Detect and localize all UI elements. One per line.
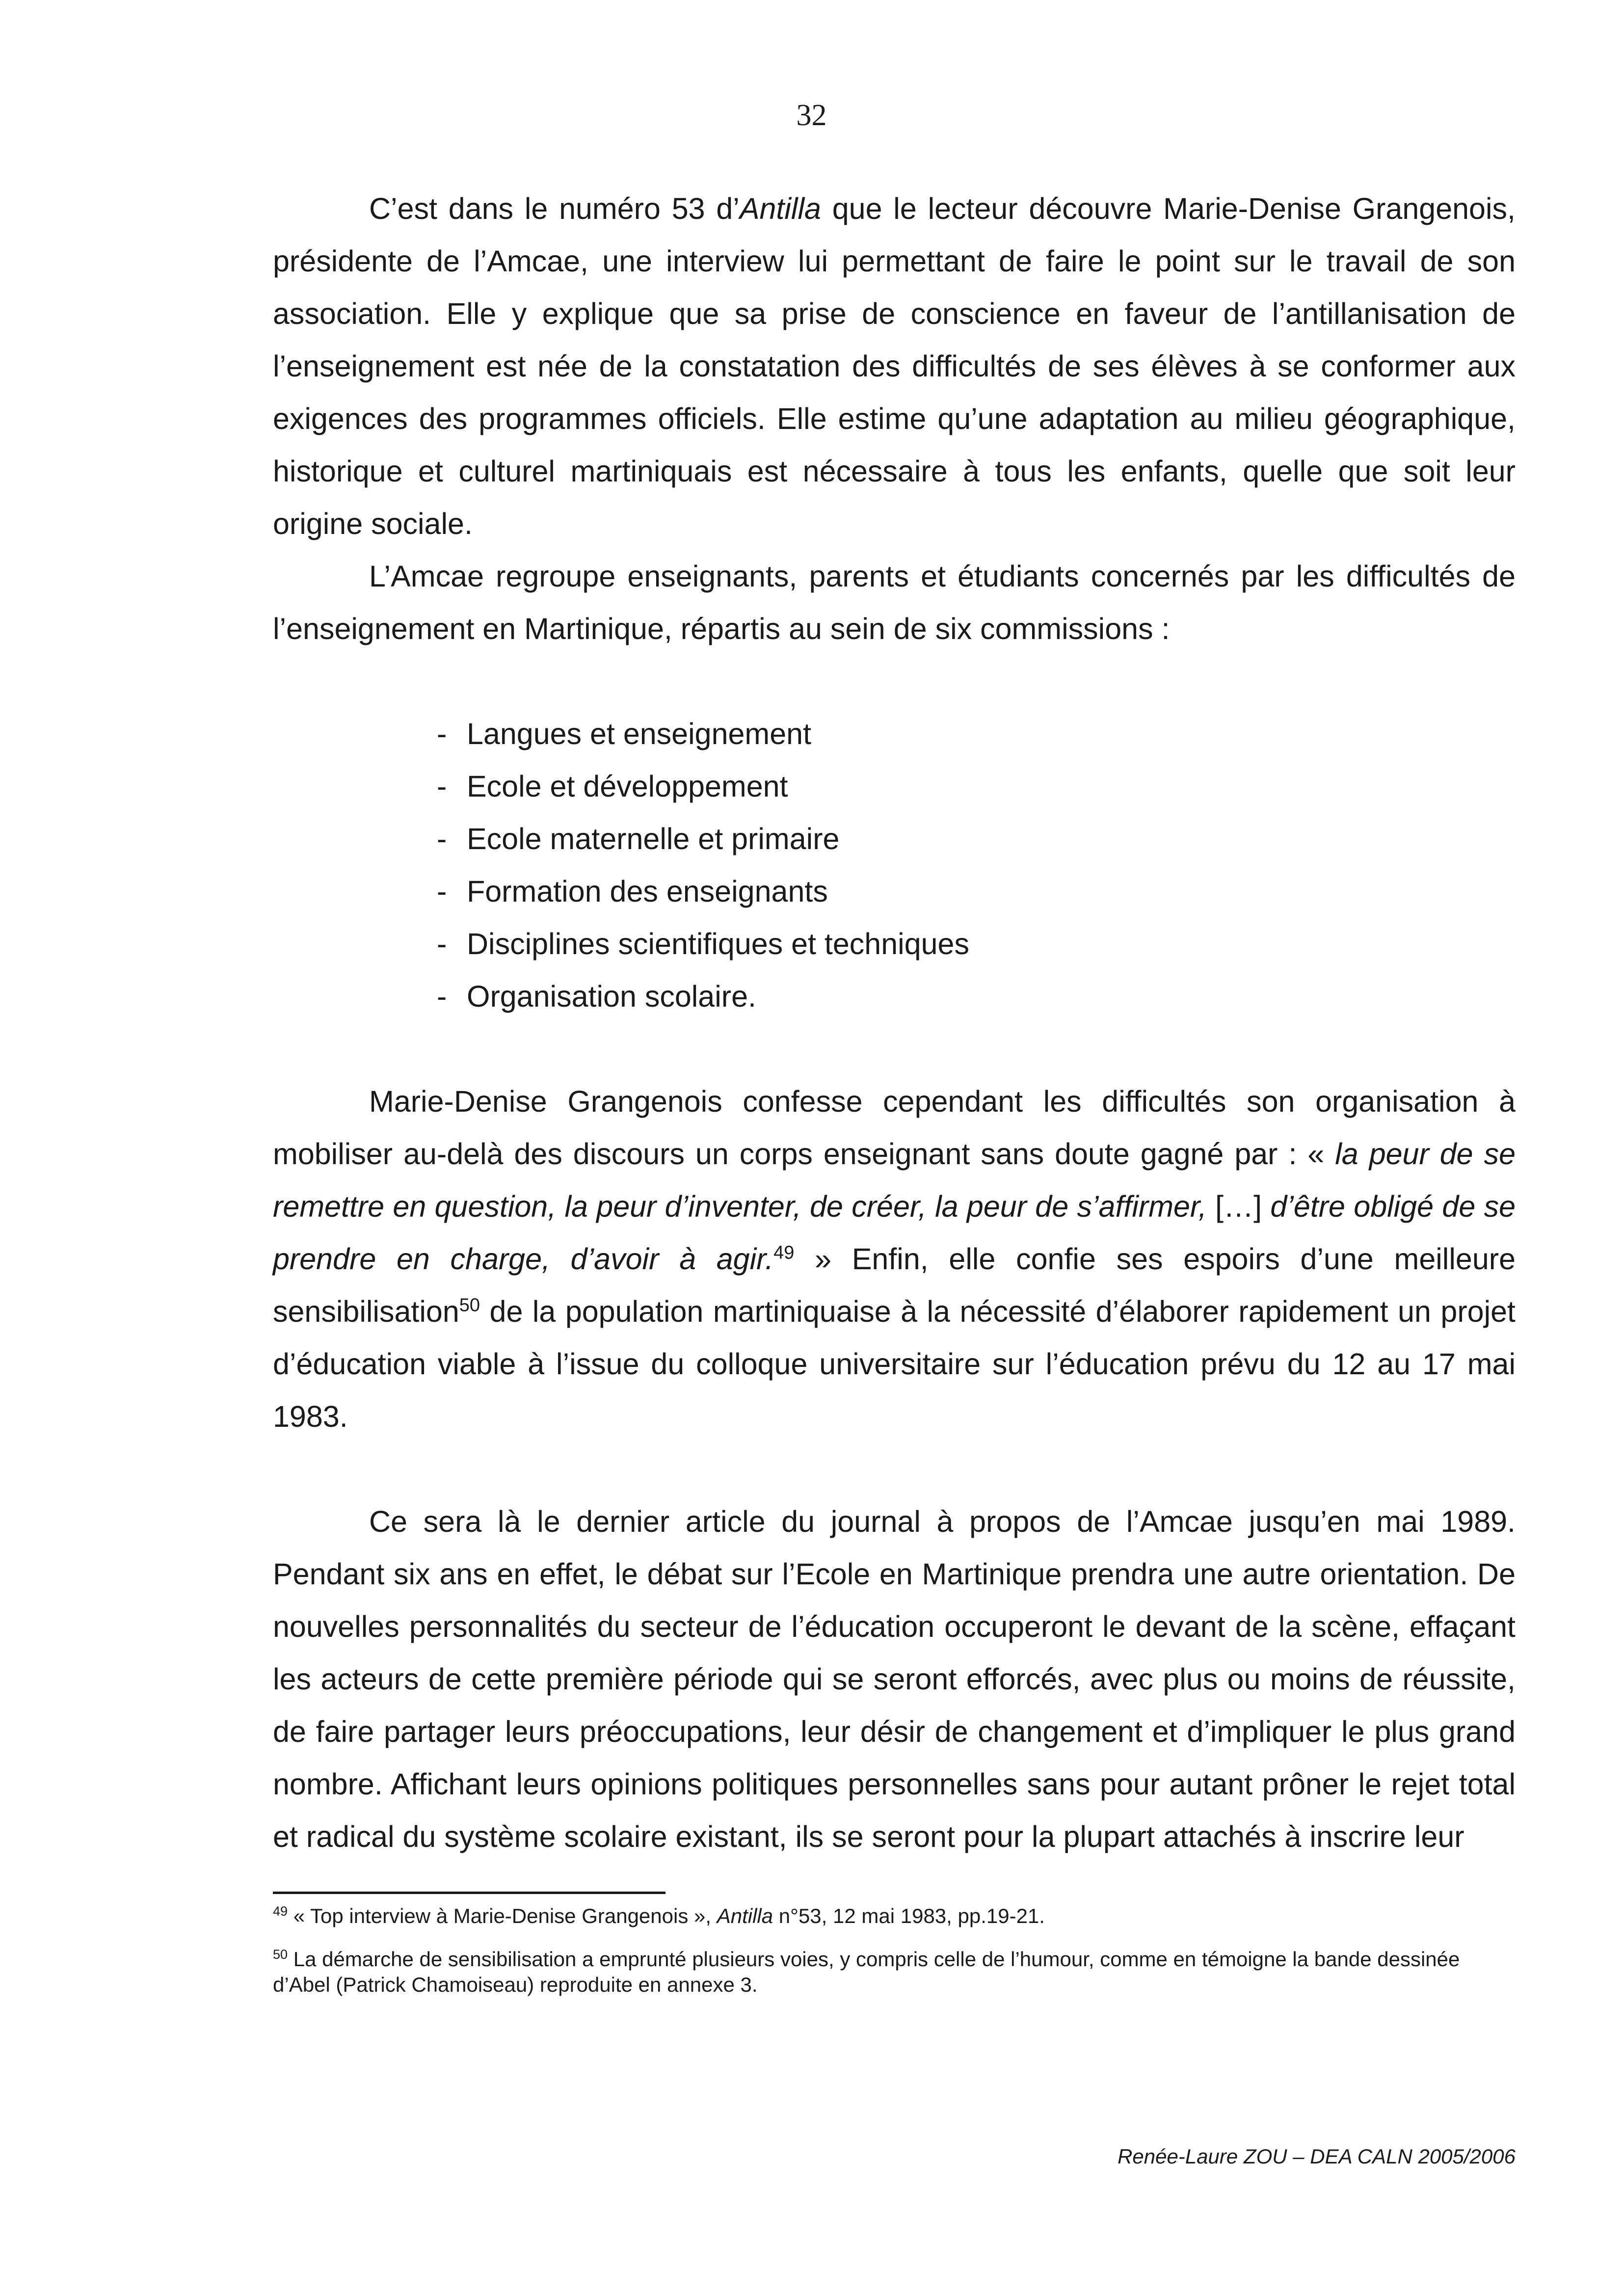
paragraph-1-text-c: que le lecteur découvre Marie-Denise Grangenois, présidente de l’Amcae, une interview lui permettant de faire le point sur le travail de son association. Elle y explique que sa prise de conscience en faveur de l’antillanisation de l’enseignement est née de la constatation des difficultés de ses élèves à se conformer aux exigences des programmes officiels. Elle estime qu’une adaptation au milieu géographique, historique et culturel martiniquais est nécessaire à tous les enfants, quelle que soit leur origine sociale. <box>273 192 1516 540</box>
list-dash: - <box>437 875 447 908</box>
antilla-title: Antilla <box>739 192 821 225</box>
quote-part-2: d’être obligé de se prendre en charge, d’avoir à agir. <box>273 1190 1516 1276</box>
paragraph-3-text-f: de la population martiniquaise à la nécessité d’élaborer rapidement un projet d’éducation viable à l’issue du colloque universitaire sur l’éducation prévu du 12 au 17 mai 1983. <box>273 1295 1516 1433</box>
footnote-49 <box>273 1903 1516 1929</box>
list-item-label: Langues et enseignement <box>467 717 812 750</box>
list-item <box>273 708 1516 760</box>
page-footer: Renée-Laure ZOU – DEA CALN 2005/2006 <box>1117 2145 1516 2168</box>
paragraph-4: Ce sera là le dernier article du journal à propos de l’Amcae jusqu’en mai 1989. Pendant six ans en effet, le débat sur l’Ecole en Martinique prendra une autre orientation. De nouvelles personnalités du secteur de l’éducation occuperont le devant de la scène, effaçant les acteurs de cette première période qui se seront efforcés, avec plus ou moins de réussite, de faire partager leurs préoccupations, leur désir de changement et d’impliquer le plus grand nombre. Affichant leurs opinions politiques personnelles sans pour autant prôner le rejet total et radical du système scolaire existant, ils se seront pour la plupart attachés à inscrire leur <box>273 1505 1516 1853</box>
commissions-list <box>273 708 1516 1023</box>
spacer <box>273 1443 1516 1495</box>
spacer <box>273 1023 1516 1075</box>
list-item-label: Organisation scolaire. <box>467 980 756 1013</box>
list-item <box>273 918 1516 970</box>
footnote-49-journal: Antilla <box>717 1904 773 1927</box>
list-item <box>273 760 1516 813</box>
footnote-number: 50 <box>273 1947 288 1962</box>
page-number: 32 <box>796 99 827 132</box>
list-dash: - <box>437 770 447 803</box>
footnote-49-text-c: n°53, 12 mai 1983, pp.19-21. <box>773 1904 1045 1927</box>
paragraph-2: L’Amcae regroupe enseignants, parents et étudiants concernés par les difficultés de l’enseignement en Martinique, répartis au sein de six commissions : <box>273 560 1516 645</box>
list-item <box>273 970 1516 1023</box>
footnote-ref-50[interactable]: 50 <box>459 1295 480 1316</box>
quote-part-1: la peur de se remettre en question, la peur d’inventer, de créer, la peur de s’affirmer, <box>273 1137 1516 1223</box>
footnote-number: 49 <box>273 1904 288 1919</box>
list-item-label: Formation des enseignants <box>467 875 828 908</box>
list-dash: - <box>437 927 447 961</box>
paragraph-3-text-a: Marie-Denise Grangenois confesse cependant les difficultés son organisation à mobiliser au-delà des discours un corps enseignant sans doute gagné par : « <box>273 1085 1516 1171</box>
list-item <box>273 865 1516 918</box>
footnote-50 <box>273 1947 1516 1998</box>
list-dash: - <box>437 980 447 1013</box>
list-item <box>273 813 1516 865</box>
list-item-label: Ecole maternelle et primaire <box>467 822 840 855</box>
footnote-50-text: La démarche de sensibilisation a emprunté plusieurs voies, y compris celle de l’humour, comme en témoigne la bande dessinée d’Abel (Patrick Chamoiseau) reproduite en annexe 3. <box>273 1948 1460 1996</box>
paragraph-3 <box>273 1075 1516 1443</box>
list-item-label: Disciplines scientifiques et techniques <box>467 927 969 961</box>
paragraph-1 <box>273 183 1516 550</box>
footnote-49-text-a: « Top interview à Marie-Denise Grangenois », <box>288 1904 717 1927</box>
list-dash: - <box>437 822 447 855</box>
footnote-ref-49[interactable]: 49 <box>773 1242 795 1263</box>
spacer <box>273 655 1516 708</box>
paragraph-3-text-e: » Enfin, elle confie ses espoirs d’une meilleure sensibilisation <box>273 1242 1516 1328</box>
list-dash: - <box>437 717 447 750</box>
main-text <box>273 183 1516 1863</box>
footnotes <box>273 1903 1516 1998</box>
quote-ellipsis: […] <box>1206 1190 1271 1223</box>
list-item-label: Ecole et développement <box>467 770 788 803</box>
paragraph-1-text-a: C’est dans le numéro 53 d’ <box>369 192 740 225</box>
footnote-separator <box>273 1892 665 1894</box>
